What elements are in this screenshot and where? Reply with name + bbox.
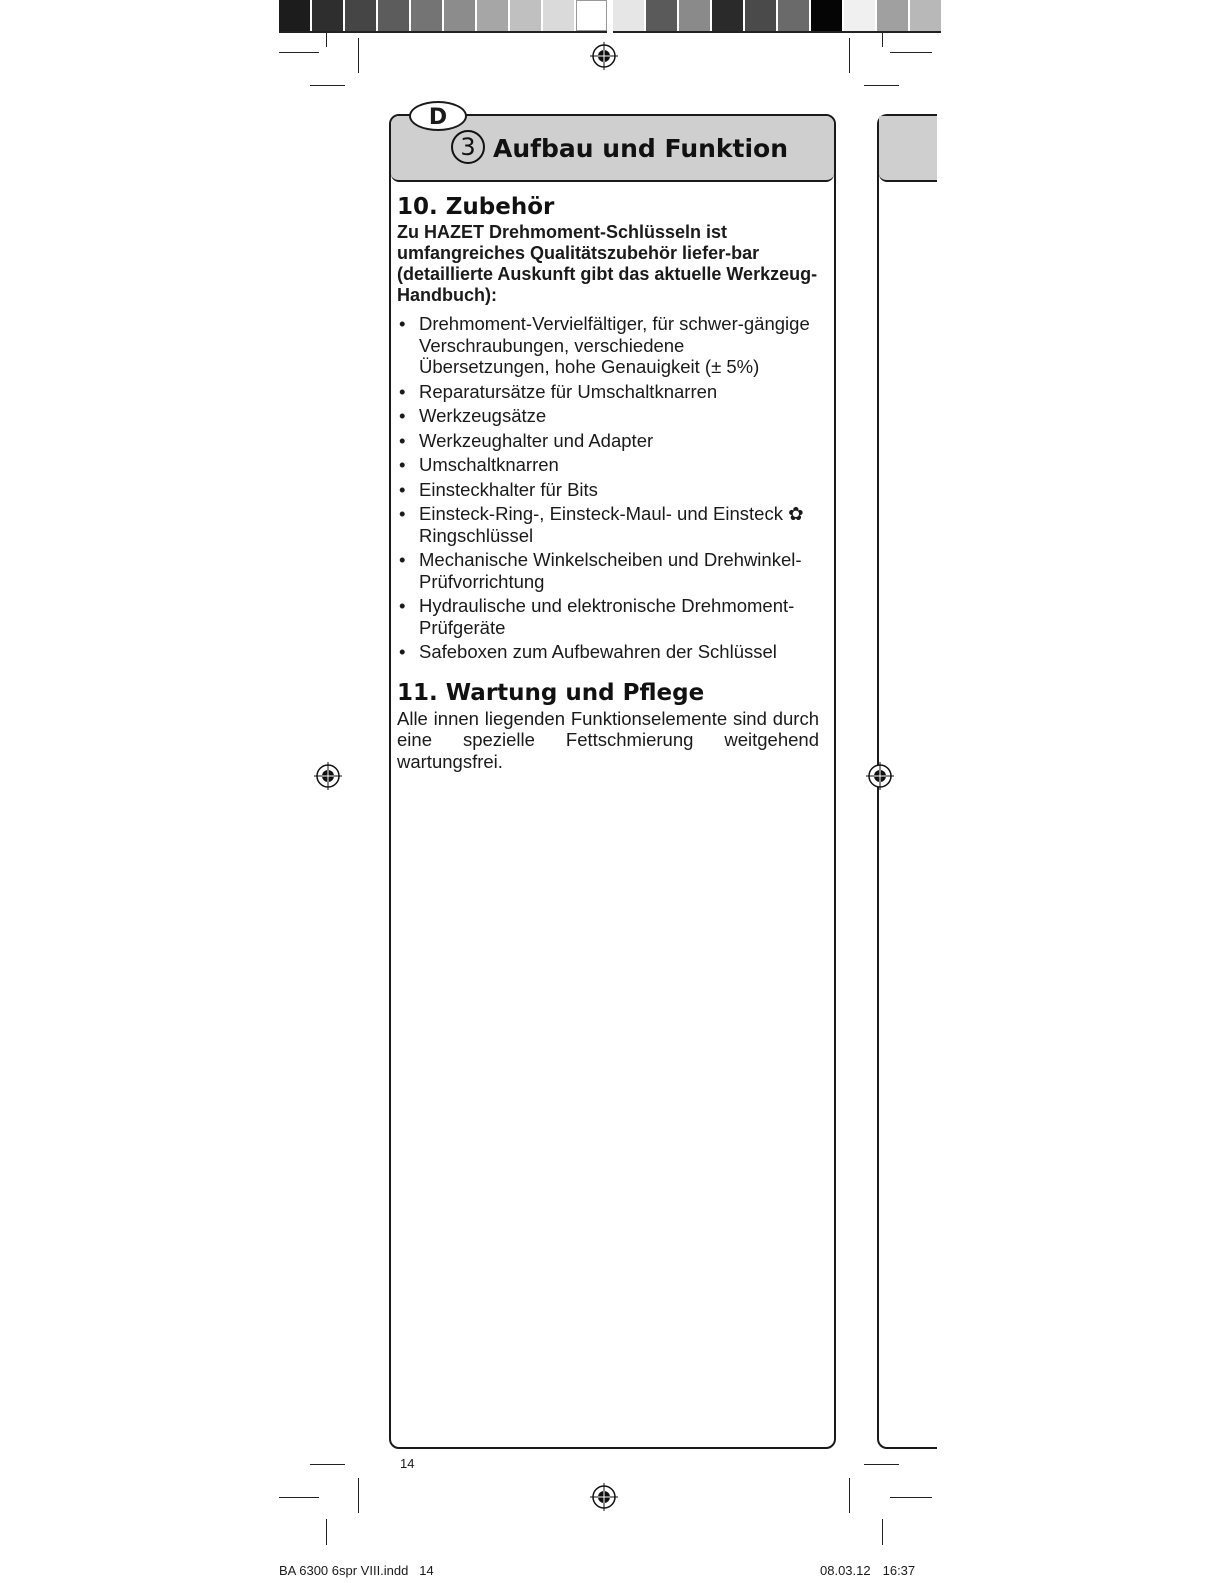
crop-mark — [310, 1464, 345, 1465]
slug-page: 14 — [419, 1563, 434, 1578]
color-patch — [345, 0, 376, 31]
color-patch — [411, 0, 442, 31]
crop-mark — [279, 1497, 319, 1498]
language-badge: D — [409, 101, 467, 131]
list-item: • Mechanische Winkelscheiben und Drehwinkel-Prüfvorrichtung — [397, 549, 819, 592]
crop-mark — [358, 1478, 359, 1513]
crop-mark — [358, 38, 359, 73]
crop-mark — [849, 38, 850, 73]
intro-paragraph: Zu HAZET Drehmoment-Schlüsseln ist umfangreiches Qualitätszubehör liefer-bar (detaillierte Auskunft gibt das aktuelle Werkzeug-Handbuch): — [397, 222, 818, 305]
section-number-badge: 3 — [451, 130, 485, 164]
color-patch — [444, 0, 475, 31]
registration-mark-icon — [314, 762, 342, 790]
color-patch — [877, 0, 908, 31]
slug-time: 16:37 — [882, 1563, 916, 1578]
crop-mark — [882, 33, 883, 47]
color-patch — [745, 0, 776, 31]
list-item: • Reparatursätze für Umschaltknarren — [397, 381, 819, 403]
list-item: • Einsteck-Ring-, Einsteck-Maul- und Einsteck ✿ Ringschlüssel — [397, 503, 819, 546]
color-patch — [613, 0, 644, 31]
maintenance-paragraph: Alle innen liegenden Funktionselemente sind durch eine spezielle Fettschmierung weitgehend wartungsfrei. — [397, 707, 819, 772]
color-patch — [778, 0, 809, 31]
crop-mark — [326, 1519, 327, 1545]
crop-mark — [279, 52, 319, 53]
color-patch — [378, 0, 409, 31]
color-patch — [844, 0, 875, 31]
print-slug-file — [279, 1563, 434, 1578]
slug-filename: BA 6300 6spr VIII.indd — [279, 1563, 409, 1578]
list-item: • Drehmoment-Vervielfältiger, für schwer-gängige Verschraubungen, verschiedene Übersetzungen, hohe Genauigkeit (± 5%) — [397, 313, 819, 378]
registration-mark-icon — [590, 42, 618, 70]
crop-mark — [310, 85, 345, 86]
print-slug-date — [820, 1563, 915, 1578]
list-item: • Einsteckhalter für Bits — [397, 479, 819, 501]
color-patch — [477, 0, 508, 31]
adjacent-page-header — [879, 116, 937, 182]
color-patch — [279, 0, 310, 31]
color-patch — [679, 0, 710, 31]
color-patch — [811, 0, 842, 31]
crop-mark — [882, 1519, 883, 1545]
color-patch — [576, 0, 607, 31]
heading-zubehoer: 10. Zubehör — [397, 194, 555, 220]
color-patch — [910, 0, 941, 31]
crop-mark — [864, 85, 899, 86]
list-item: • Safeboxen zum Aufbewahren der Schlüssel — [397, 641, 819, 663]
crop-mark — [864, 1464, 899, 1465]
color-patch — [646, 0, 677, 31]
color-patch — [543, 0, 574, 31]
page-number: 14 — [400, 1456, 415, 1471]
heading-wartung: 11. Wartung und Pflege — [397, 679, 705, 706]
calibration-bar-left — [279, 0, 607, 33]
calibration-bar-right — [613, 0, 941, 33]
list-item: • Werkzeughalter und Adapter — [397, 430, 819, 452]
slug-date: 08.03.12 — [820, 1563, 871, 1578]
page-content — [397, 194, 819, 772]
accessory-list — [397, 313, 819, 663]
section-title — [451, 133, 788, 167]
list-item: • Hydraulische und elektronische Drehmoment-Prüfgeräte — [397, 595, 819, 638]
crop-mark — [326, 33, 327, 47]
registration-mark-icon — [866, 762, 894, 790]
section-title-text: Aufbau und Funktion — [493, 134, 789, 163]
color-patch — [510, 0, 541, 31]
crop-mark — [890, 52, 932, 53]
content-panel — [389, 114, 836, 1449]
crop-mark — [849, 1478, 850, 1513]
color-patch — [712, 0, 743, 31]
crop-mark — [890, 1497, 932, 1498]
color-patch — [312, 0, 343, 31]
registration-mark-icon — [590, 1483, 618, 1511]
list-item: • Werkzeugsätze — [397, 405, 819, 427]
list-item: • Umschaltknarren — [397, 454, 819, 476]
